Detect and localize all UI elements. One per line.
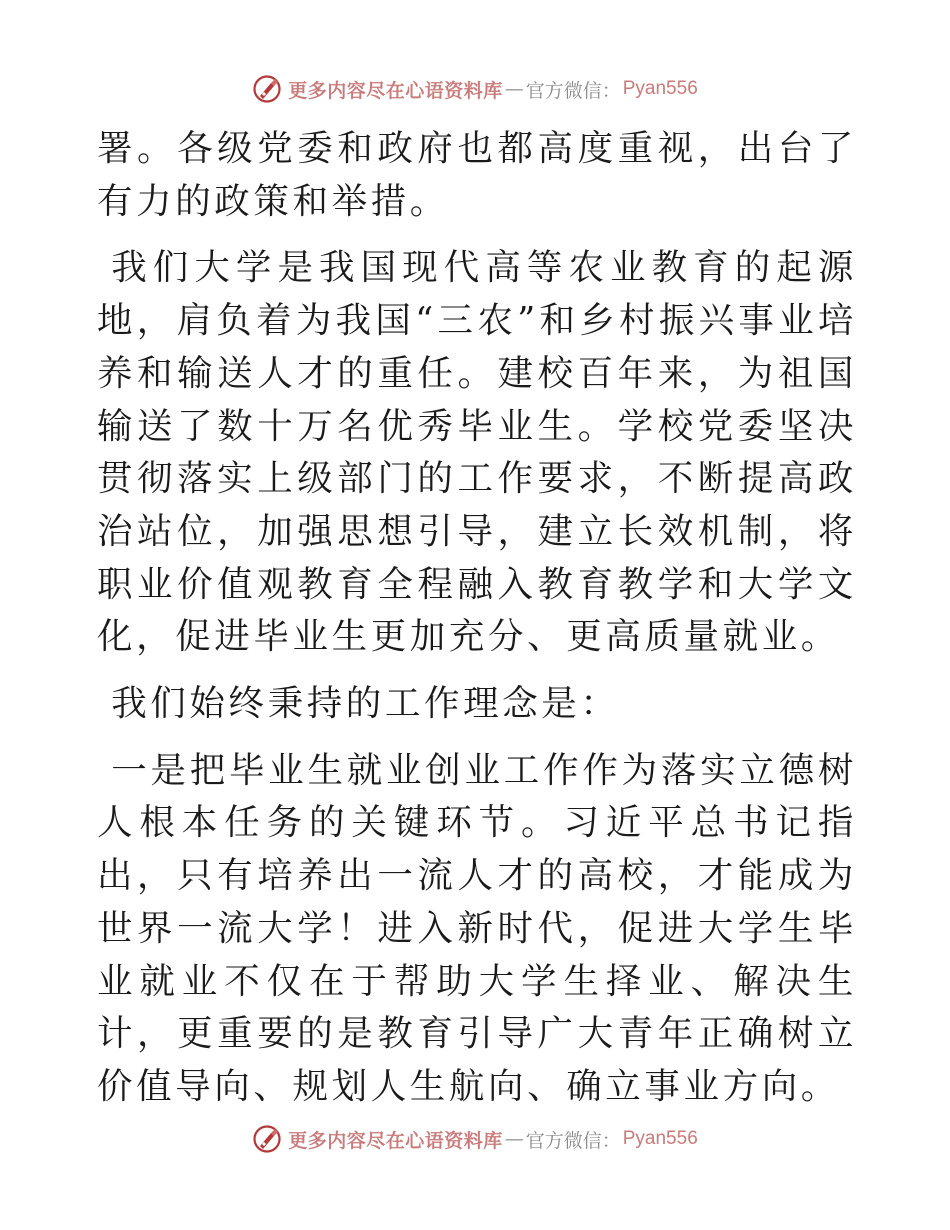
paragraph-university-intro: 我们大学是我国现代高等农业教育的起源地，肩负着为我国“三农”和乡村振兴事业培养和输送人才的重任。建校百年来，为祖国输送了数十万名优秀毕业生。学校党委坚决贯彻落实上级部门的工作要求，不断提高政治站位，加强思想引导，建立长效机制，将职业价值观教育全程融入教育教学和大学文化，促进毕业生更加充分、更高质量就业。 — [97, 247, 857, 658]
watermark-separator: — — [504, 1128, 524, 1150]
document-body — [97, 123, 857, 1128]
paragraph-continuation: 署。各级党委和政府也都高度重视，出台了有力的政策和举措。 — [97, 128, 857, 222]
watermark-separator: — — [504, 78, 524, 100]
footer-watermark — [0, 1122, 950, 1156]
watermark-label: 官方微信： — [525, 79, 621, 102]
watermark-lead-text: 更多内容尽在心语资料库 — [288, 79, 503, 102]
pen-nib-logo-icon — [252, 1124, 282, 1154]
paragraph-point-one: 一是把毕业生就业创业工作作为落实立德树人根本任务的关键环节。习近平总书记指出，只有培养出一流人才的高校，才能成为世界一流大学！进入新时代，促进大学生毕业就业不仅在于帮助大学生择业、解决生计，更重要的是教育引导广大青年正确树立价值导向、规划人生航向、确立事业方向。 — [97, 749, 857, 1107]
header-watermark — [0, 72, 950, 106]
pen-nib-logo-icon — [252, 74, 282, 104]
watermark-wechat-id: Pyan556 — [622, 1128, 698, 1149]
watermark-lead-text: 更多内容尽在心语资料库 — [288, 1129, 503, 1152]
watermark-wechat-id: Pyan556 — [622, 78, 698, 99]
watermark-label: 官方微信： — [525, 1129, 621, 1152]
paragraph-work-philosophy: 我们始终秉持的工作理念是： — [111, 683, 620, 725]
